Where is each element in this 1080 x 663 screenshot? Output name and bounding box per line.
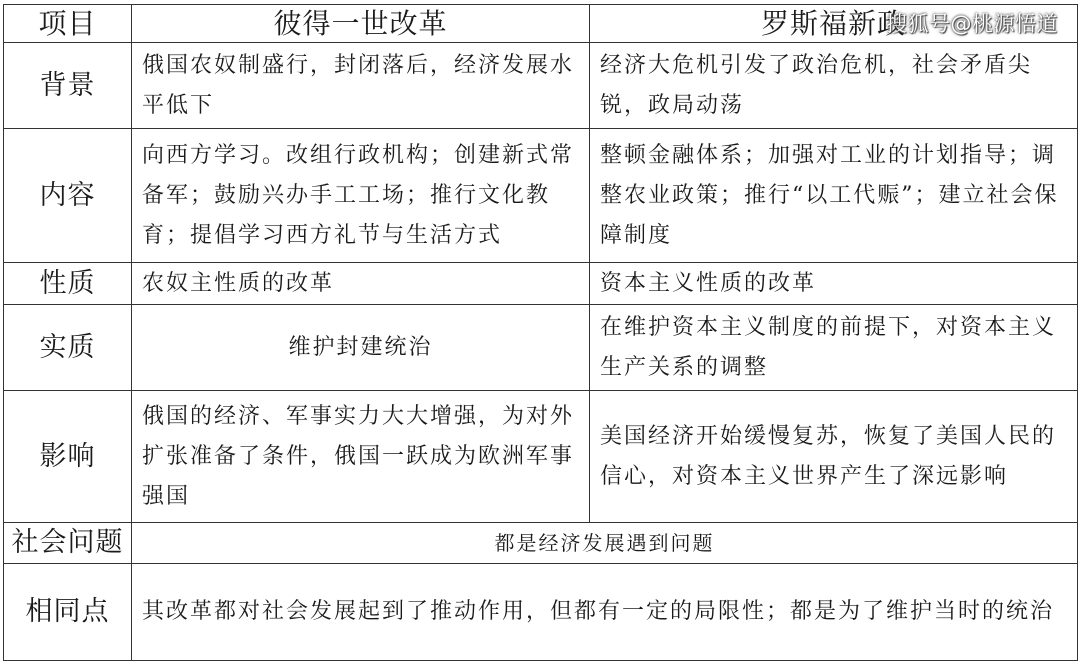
newdeal-background: 经济大危机引发了政治危机，社会矛盾尖锐，政局动荡 bbox=[590, 43, 1078, 129]
row-content bbox=[4, 129, 1078, 263]
row-label-similarities: 相同点 bbox=[4, 564, 132, 661]
row-label-nature: 性质 bbox=[4, 263, 132, 305]
newdeal-essence: 在维护资本主义制度的前提下，对资本主义生产关系的调整 bbox=[590, 305, 1078, 391]
peter-nature: 农奴主性质的改革 bbox=[132, 263, 590, 305]
row-similarities bbox=[4, 564, 1078, 661]
row-label-content: 内容 bbox=[4, 129, 132, 263]
header-item: 项目 bbox=[4, 5, 132, 43]
similarities-merged: 其改革都对社会发展起到了推动作用，但都有一定的局限性；都是为了维护当时的统治 bbox=[132, 564, 1078, 661]
comparison-table bbox=[3, 4, 1078, 661]
row-nature bbox=[4, 263, 1078, 305]
peter-background: 俄国农奴制盛行，封闭落后，经济发展水平低下 bbox=[132, 43, 590, 129]
row-label-essence: 实质 bbox=[4, 305, 132, 391]
peter-content: 向西方学习。改组行政机构；创建新式常备军；鼓励兴办手工工场；推行文化教育；提倡学习西方礼节与生活方式 bbox=[132, 129, 590, 263]
row-label-impact: 影响 bbox=[4, 391, 132, 523]
newdeal-impact: 美国经济开始缓慢复苏，恢复了美国人民的信心，对资本主义世界产生了深远影响 bbox=[590, 391, 1078, 523]
watermark-text: 搜狐号@桃源悟道 bbox=[886, 12, 1058, 36]
header-new-deal: 罗斯福新政 bbox=[590, 5, 1078, 43]
peter-essence: 维护封建统治 bbox=[132, 305, 590, 391]
row-background bbox=[4, 43, 1078, 129]
row-label-background: 背景 bbox=[4, 43, 132, 129]
newdeal-nature: 资本主义性质的改革 bbox=[590, 263, 1078, 305]
row-impact bbox=[4, 391, 1078, 523]
social-problem-merged: 都是经济发展遇到问题 bbox=[132, 523, 1078, 564]
newdeal-content: 整顿金融体系；加强对工业的计划指导；调整农业政策；推行“以工代赈”；建立社会保障制度 bbox=[590, 129, 1078, 263]
row-essence bbox=[4, 305, 1078, 391]
header-peter-reform: 彼得一世改革 bbox=[132, 5, 590, 43]
row-social-problem bbox=[4, 523, 1078, 564]
row-label-social-problem: 社会问题 bbox=[4, 523, 132, 564]
peter-impact: 俄国的经济、军事实力大大增强，为对外扩张准备了条件，俄国一跃成为欧洲军事强国 bbox=[132, 391, 590, 523]
